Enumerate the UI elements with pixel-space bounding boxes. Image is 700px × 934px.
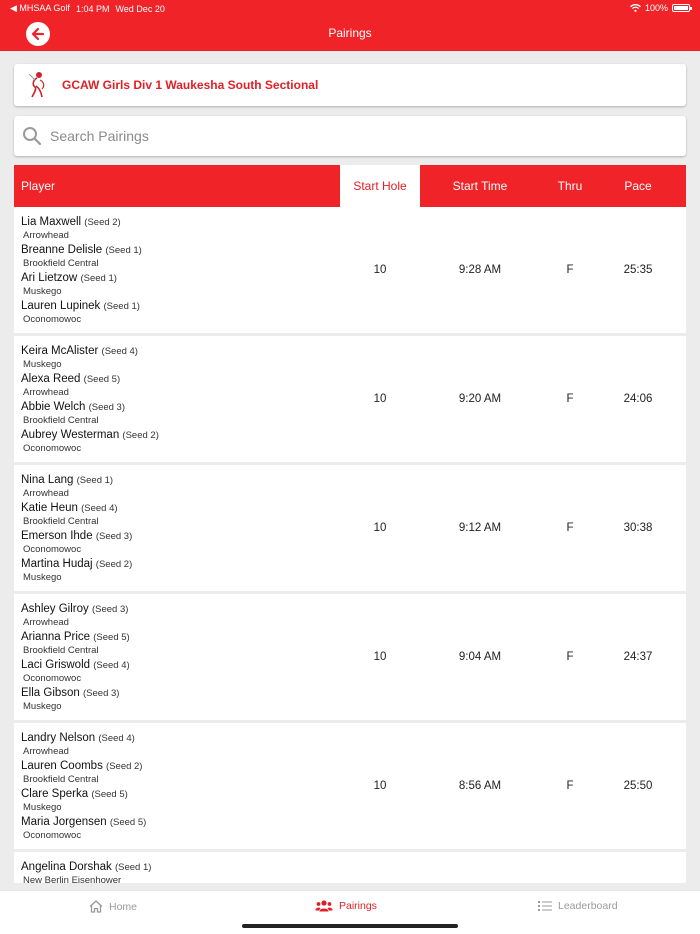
pairing-row[interactable]: [14, 207, 686, 333]
player-name-line: [21, 501, 341, 515]
player-name-line: [21, 372, 341, 386]
page-title: Pairings: [328, 26, 372, 40]
nav-bar: [0, 16, 700, 51]
pace-cell: 24:37: [623, 651, 653, 663]
player-name-line: [21, 630, 341, 644]
player-school: Muskego: [23, 802, 62, 813]
player-group: [21, 215, 341, 327]
start-hole-cell: 10: [373, 522, 387, 534]
player-school: Oconomowoc: [23, 544, 82, 555]
search-bar[interactable]: [14, 116, 686, 156]
status-time: 1:04 PM: [75, 3, 110, 14]
thru-cell: F: [566, 651, 574, 663]
tab-pairings[interactable]: [315, 900, 377, 912]
player-name: Nina Lang: [21, 474, 74, 486]
player-school: Muskego: [23, 701, 62, 712]
player-name: Martina Hudaj: [21, 558, 93, 570]
pace-cell: 24:06: [623, 393, 653, 405]
search-input[interactable]: [50, 128, 650, 144]
player-seed: (Seed 4): [101, 346, 138, 357]
player-seed: (Seed 2): [106, 761, 143, 772]
player-school: Arrowhead: [23, 617, 69, 628]
player-name: Ari Lietzow: [21, 272, 78, 284]
thru-cell: F: [566, 264, 574, 276]
player-seed: (Seed 2): [95, 559, 133, 570]
start-time-cell: 8:56 AM: [458, 780, 502, 792]
player-seed: (Seed 5): [83, 374, 121, 385]
start-time-cell: 9:20 AM: [458, 393, 502, 405]
player-name: Laci Griswold: [21, 659, 91, 671]
wifi-icon: [630, 4, 641, 12]
start-hole-cell: 10: [373, 393, 387, 405]
thru-cell: F: [566, 393, 574, 405]
battery-icon: [672, 4, 690, 12]
player-name-line: [21, 815, 341, 829]
player-name: Abbie Welch: [21, 401, 86, 413]
player-name: Emerson Ihde: [21, 530, 93, 542]
player-school: Brookfield Central: [23, 774, 99, 785]
player-seed: (Seed 5): [93, 632, 130, 643]
player-name: Angelina Dorshak: [21, 861, 112, 873]
player-name: Maria Jorgensen: [21, 816, 107, 828]
header-player[interactable]: Player: [21, 179, 56, 193]
player-group: [21, 731, 341, 843]
start-time-cell: 9:04 AM: [458, 651, 502, 663]
start-time-cell: 9:28 AM: [458, 264, 502, 276]
player-school: Oconomowoc: [23, 443, 82, 454]
player-school: Arrowhead: [23, 746, 69, 757]
header-pace[interactable]: Pace: [624, 179, 652, 193]
player-name: Lauren Coombs: [21, 760, 103, 772]
player-seed: (Seed 4): [93, 660, 130, 671]
tab-home-label: Home: [109, 900, 138, 913]
pace-cell: 30:38: [623, 522, 653, 534]
pairings-list[interactable]: [14, 207, 686, 883]
player-seed: (Seed 1): [80, 273, 117, 284]
thru-cell: [540, 852, 600, 883]
player-seed: (Seed 1): [103, 301, 140, 312]
player-name-line: [21, 860, 341, 874]
start-time-cell: [420, 852, 540, 883]
pairing-row[interactable]: [14, 336, 686, 462]
player-school: Muskego: [23, 572, 62, 583]
player-school: Arrowhead: [23, 387, 69, 398]
player-school: Muskego: [23, 359, 62, 370]
player-name-line: [21, 686, 341, 700]
header-start-time[interactable]: Start Time: [452, 179, 508, 193]
home-icon: [89, 900, 103, 913]
tab-home[interactable]: [89, 900, 137, 913]
player-name-line: [21, 215, 341, 229]
status-carrier: ◀ MHSAA Golf: [10, 3, 70, 13]
player-seed: (Seed 4): [81, 503, 118, 514]
player-name-line: [21, 344, 341, 358]
player-name: Ashley Gilroy: [21, 603, 89, 615]
player-name: Lauren Lupinek: [21, 300, 101, 312]
player-seed: (Seed 2): [122, 430, 159, 441]
player-group: [21, 602, 341, 714]
start-hole-cell: 10: [373, 780, 387, 792]
player-name-line: [21, 529, 341, 543]
table-header: [14, 165, 686, 207]
start-hole-cell: [340, 852, 420, 883]
player-name-line: [21, 473, 341, 487]
player-name: Katie Heun: [21, 502, 78, 514]
pairing-row[interactable]: [14, 852, 686, 883]
list-icon: [538, 900, 552, 912]
search-icon: [22, 126, 42, 146]
player-group: [21, 473, 341, 585]
golfer-logo-icon: [26, 71, 48, 99]
event-title: GCAW Girls Div 1 Waukesha South Sectional: [62, 78, 319, 92]
player-name: Breanne Delisle: [21, 244, 103, 256]
player-name: Clare Sperka: [21, 788, 89, 800]
battery-percent: 100%: [644, 3, 668, 13]
player-seed: (Seed 3): [95, 531, 133, 542]
status-bar: [0, 0, 700, 16]
player-school: Brookfield Central: [23, 415, 99, 426]
player-school: Oconomowoc: [23, 830, 82, 841]
player-name-line: [21, 428, 341, 442]
player-name-line: [21, 271, 341, 285]
player-seed: (Seed 3): [88, 402, 125, 413]
player-name-line: [21, 759, 341, 773]
player-name: Keira McAlister: [21, 345, 99, 357]
thru-cell: F: [566, 522, 574, 534]
player-seed: (Seed 1): [76, 475, 114, 486]
player-name: Alexa Reed: [21, 373, 81, 385]
tab-leaderboard[interactable]: [538, 900, 618, 912]
player-name: Aubrey Westerman: [21, 429, 120, 441]
player-school: Brookfield Central: [23, 258, 99, 269]
tab-pairings-label: Pairings: [339, 900, 377, 912]
tab-leaderboard-label: Leaderboard: [558, 900, 618, 912]
player-name-line: [21, 731, 341, 745]
player-name: Arianna Price: [21, 631, 91, 643]
header-thru[interactable]: Thru: [557, 179, 583, 193]
player-seed: (Seed 3): [91, 604, 129, 615]
pace-cell: 25:35: [623, 264, 653, 276]
start-time-cell: 9:12 AM: [458, 522, 502, 534]
player-school: Muskego: [23, 286, 62, 297]
thru-cell: F: [566, 780, 574, 792]
status-date: Wed Dec 20: [115, 3, 165, 14]
player-school: Brookfield Central: [23, 516, 99, 527]
player-seed: (Seed 5): [91, 789, 128, 800]
pace-cell: [600, 852, 676, 883]
player-name: Ella Gibson: [21, 687, 80, 699]
player-seed: (Seed 1): [114, 862, 152, 873]
event-header[interactable]: [14, 64, 686, 106]
player-name: Lia Maxwell: [21, 216, 82, 228]
player-name-line: [21, 787, 341, 801]
player-group: [21, 860, 341, 883]
player-seed: (Seed 3): [83, 688, 120, 699]
player-name-line: [21, 400, 341, 414]
player-school: Arrowhead: [23, 488, 69, 499]
pairing-row[interactable]: [14, 723, 686, 849]
player-seed: (Seed 4): [98, 733, 135, 744]
player-seed: (Seed 1): [105, 245, 142, 256]
pairing-row[interactable]: [14, 594, 686, 720]
player-school: Arrowhead: [23, 230, 69, 241]
player-school: New Berlin Eisenhower: [23, 875, 122, 883]
player-seed: (Seed 5): [109, 817, 147, 828]
player-name: Landry Nelson: [21, 732, 96, 744]
start-hole-cell: 10: [373, 264, 387, 276]
player-name-line: [21, 299, 341, 313]
player-name-line: [21, 243, 341, 257]
player-name-line: [21, 658, 341, 672]
player-group: [21, 344, 341, 456]
player-seed: (Seed 2): [84, 217, 121, 228]
player-school: Oconomowoc: [23, 314, 82, 325]
header-start-hole[interactable]: Start Hole: [340, 165, 420, 207]
player-name-line: [21, 602, 341, 616]
player-name-line: [21, 557, 341, 571]
home-indicator: [242, 924, 458, 928]
pairing-row[interactable]: [14, 465, 686, 591]
pace-cell: 25:50: [623, 780, 653, 792]
player-school: Oconomowoc: [23, 673, 82, 684]
start-hole-cell: 10: [373, 651, 387, 663]
player-school: Brookfield Central: [23, 645, 99, 656]
users-icon: [315, 900, 333, 912]
